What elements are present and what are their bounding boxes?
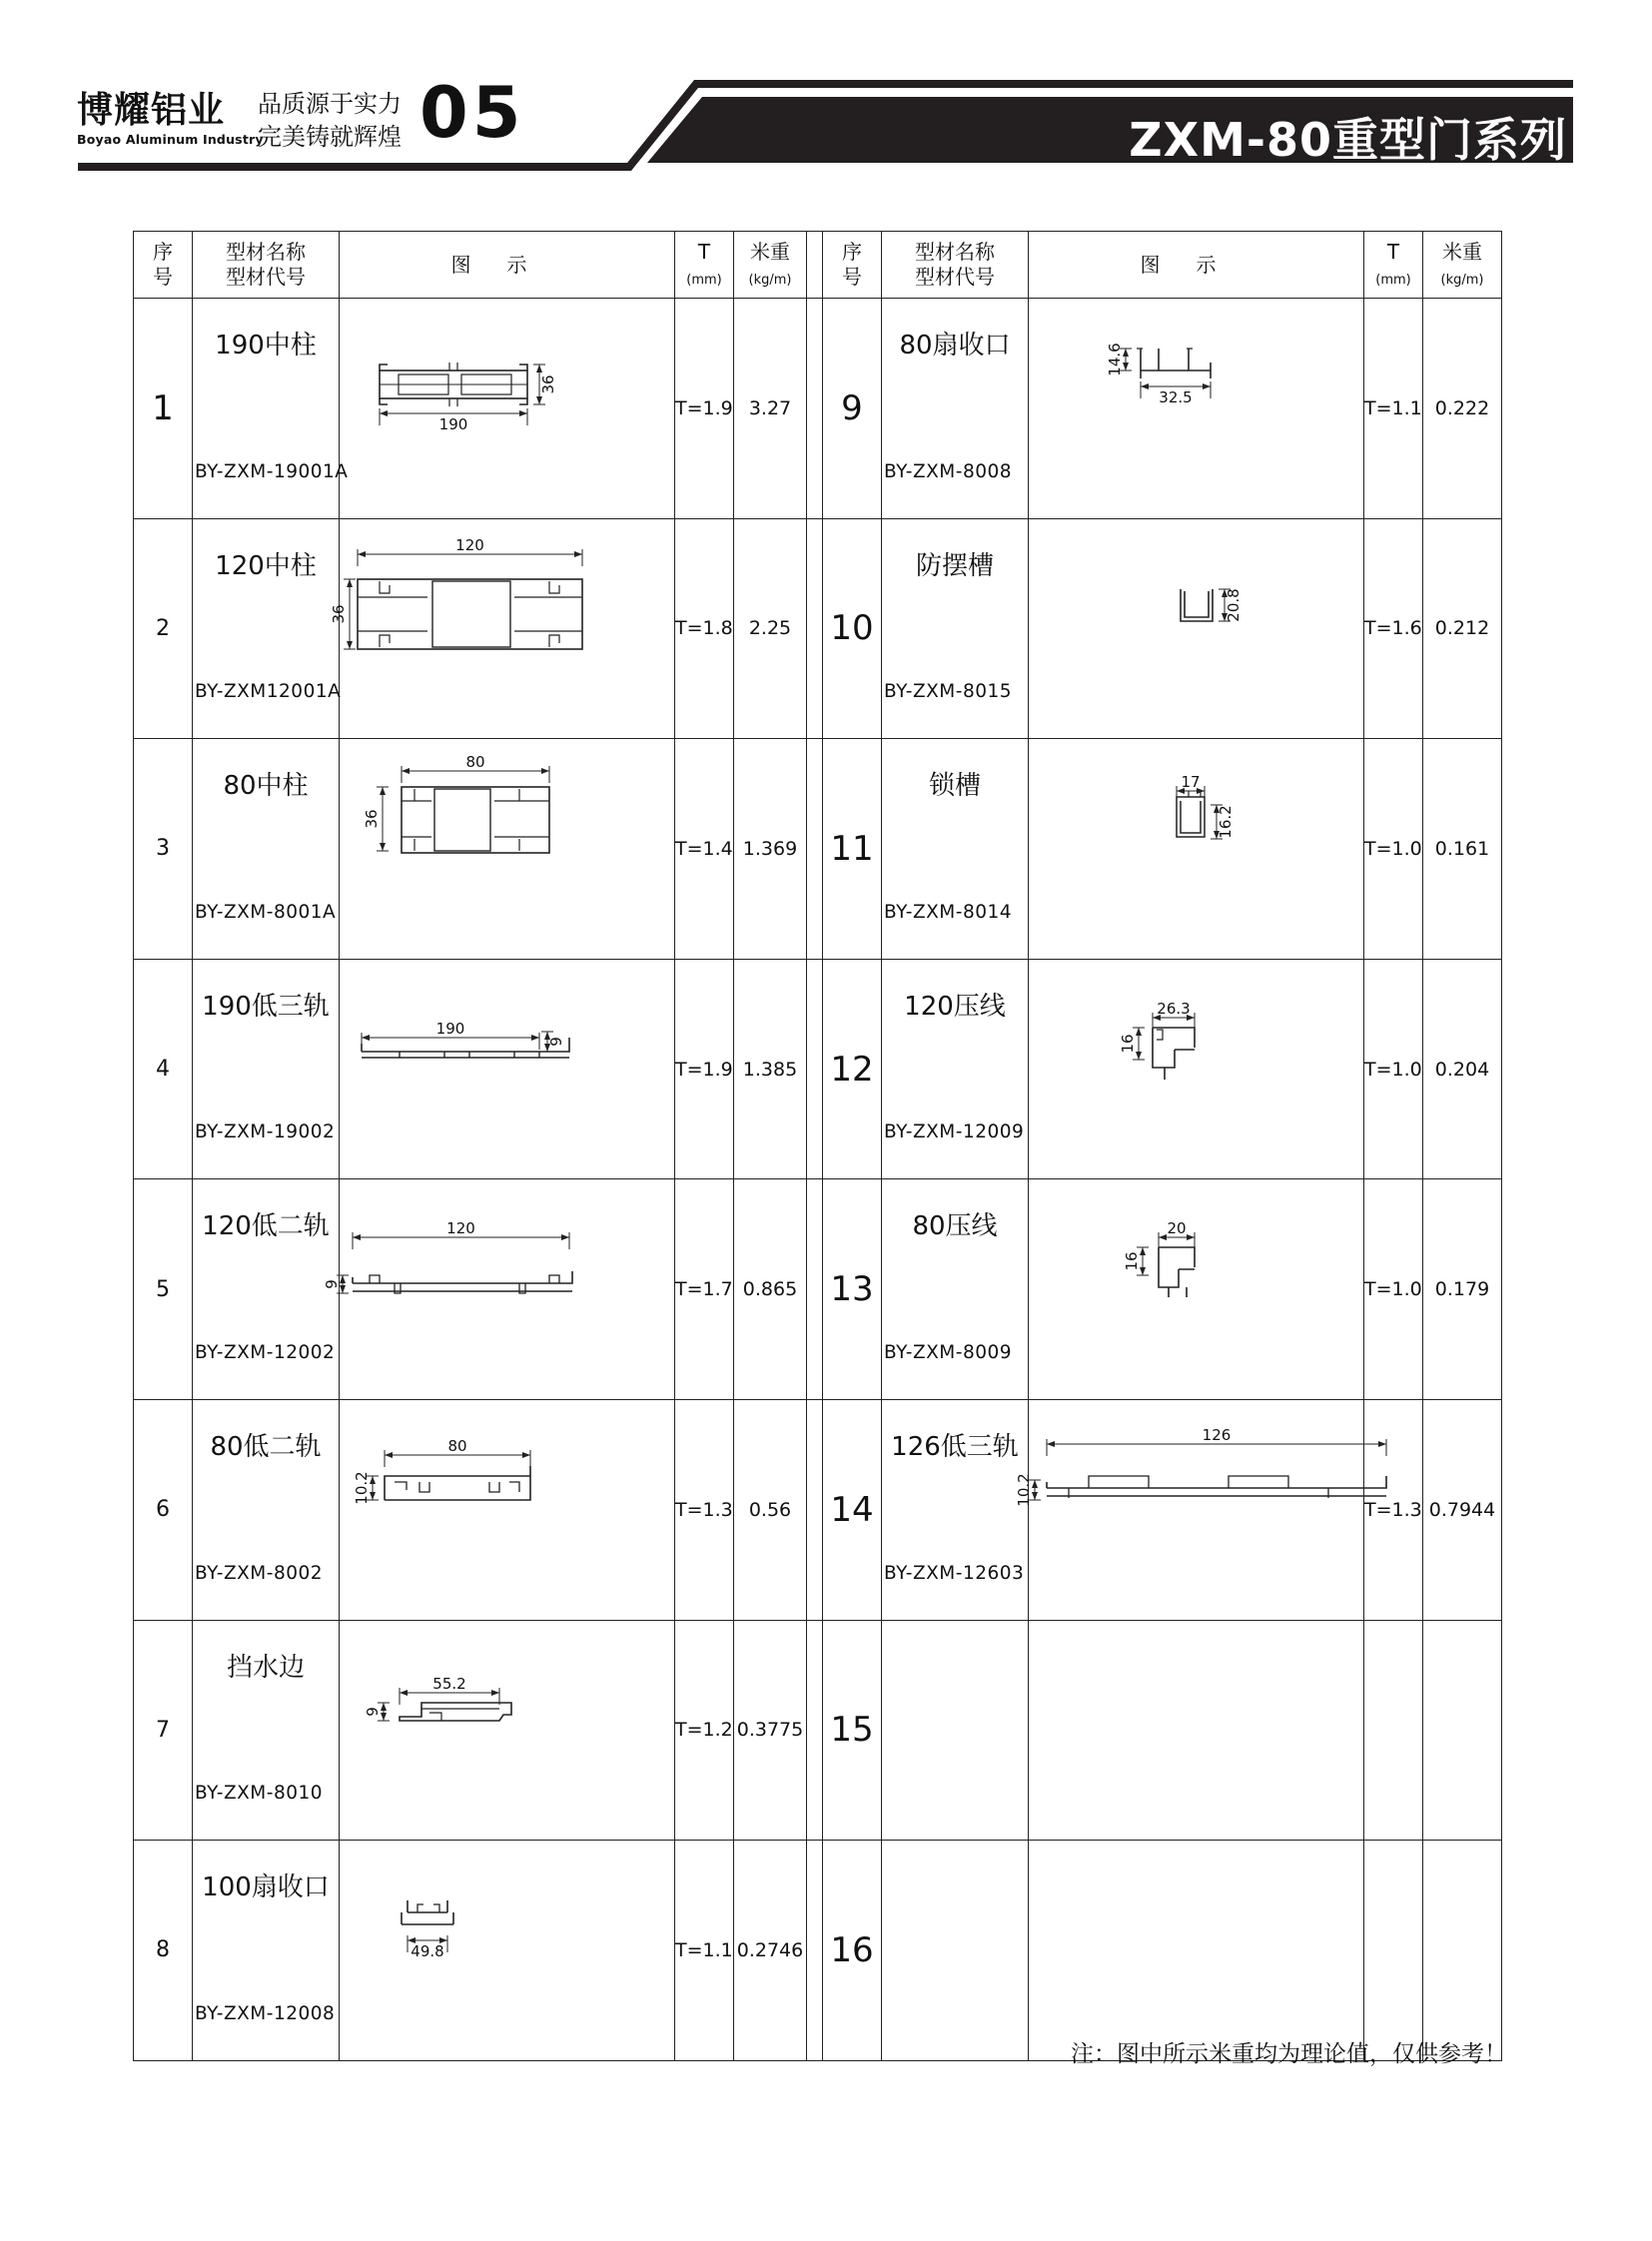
col-weight: 米重 (kg/m) (1423, 232, 1502, 299)
table-row (134, 739, 1502, 960)
table-row (134, 518, 1502, 739)
weight-cell: 2.25 (734, 518, 807, 739)
profile-drawing-cell (340, 1841, 675, 2061)
name-code-cell (882, 1399, 1029, 1620)
profile-name: 126低三轨 (891, 1431, 1019, 1462)
name-code-cell (193, 518, 340, 739)
weight-cell: 0.865 (734, 1179, 807, 1400)
profile-name: 80低二轨 (210, 1431, 322, 1462)
seq-cell: 13 (823, 1179, 882, 1400)
profile-drawing-cell (340, 1399, 675, 1620)
profile-drawing-cell (330, 518, 675, 739)
profile-name: 80扇收口 (899, 331, 1011, 361)
weight-cell: 0.222 (1423, 299, 1502, 519)
name-code-cell (193, 739, 340, 960)
weight-cell: 0.212 (1423, 518, 1502, 739)
dimension-label: 10.2 (1015, 1473, 1033, 1507)
profile-name: 190中柱 (215, 331, 317, 361)
profile-drawing (330, 519, 675, 739)
seq-cell: 5 (134, 1179, 193, 1400)
profile-name: 80中柱 (223, 771, 309, 802)
thickness-cell: T=1.2 (675, 1620, 734, 1841)
dimension-label: 36 (363, 809, 381, 829)
thickness-cell: T=1.6 (1364, 518, 1423, 739)
dimension-label: 16 (1123, 1251, 1141, 1271)
dimension-label: 20.8 (1225, 587, 1242, 622)
dimension-label: 9 (547, 1037, 565, 1047)
profile-code: BY-ZXM-8010 (195, 1783, 324, 1805)
col-weight: 米重 (kg/m) (734, 232, 807, 299)
profile-drawing (340, 1841, 675, 2060)
name-code-cell (882, 518, 1029, 739)
dimension-label: 17 (1181, 773, 1201, 792)
col-seq: 序 号 (823, 232, 882, 299)
profile-code: BY-ZXM-12002 (195, 1341, 336, 1363)
dimension-label: 9 (364, 1706, 382, 1717)
name-code-cell (193, 299, 349, 519)
column-gap (807, 299, 823, 519)
profile-drawing-cell (340, 739, 675, 960)
weight-cell: 0.204 (1423, 959, 1502, 1179)
name-code-cell (882, 959, 1029, 1179)
name-code-cell (882, 1179, 1029, 1400)
profile-name: 100扇收口 (202, 1872, 330, 1903)
profile-code: BY-ZXM-8015 (884, 681, 1013, 703)
profile-drawing-cell (1029, 959, 1364, 1179)
seq-cell: 8 (134, 1841, 193, 2061)
seq-cell: 12 (823, 959, 882, 1179)
profile-drawing-cell (323, 1179, 675, 1400)
slogan-line-1: 品质源于实力 (258, 90, 402, 118)
thickness-cell (1364, 1620, 1423, 1841)
column-gap (807, 232, 823, 299)
weight-cell: 0.2746 (734, 1841, 807, 2061)
dimension-label: 36 (330, 604, 348, 624)
profile-drawing (1029, 299, 1364, 518)
dimension-label: 14.6 (1106, 343, 1124, 376)
profile-drawing (1029, 1179, 1364, 1399)
profile-drawing (1015, 1400, 1364, 1620)
table-row (134, 1399, 1502, 1620)
thickness-cell: T=1.0 (1364, 959, 1423, 1179)
profile-drawing (1029, 519, 1364, 739)
name-code-cell (193, 1620, 340, 1841)
weight-cell: 1.369 (734, 739, 807, 960)
table-header-row (134, 232, 1502, 299)
profile-name: 120低二轨 (202, 1211, 330, 1242)
profile-name: 80压线 (912, 1211, 998, 1242)
col-figure: 图示 (1029, 232, 1364, 299)
profile-code: BY-ZXM-8002 (195, 1562, 324, 1584)
name-code-cell (882, 1620, 1029, 1841)
column-gap (807, 959, 823, 1179)
name-code-cell (882, 1841, 1029, 2061)
dimension-label: 32.5 (1159, 388, 1193, 406)
profile-code: BY-ZXM-19002 (195, 1121, 336, 1143)
dimension-label: 190 (435, 1019, 465, 1038)
profile-drawing-cell (1029, 1841, 1364, 2061)
dimension-label: 49.8 (411, 1942, 444, 1961)
brand-name-en: Boyao Aluminum Industry (77, 132, 264, 147)
profile-name: 锁槽 (928, 771, 981, 802)
column-gap (807, 739, 823, 960)
profile-name: 190低三轨 (202, 991, 330, 1022)
thickness-cell: T=1.7 (675, 1179, 734, 1400)
dimension-label: 36 (539, 374, 557, 394)
table-row (134, 1179, 1502, 1400)
weight-cell: 0.7944 (1423, 1399, 1502, 1620)
profile-drawing-cell (1015, 1399, 1364, 1620)
table-row (134, 1841, 1502, 2061)
seq-cell: 9 (823, 299, 882, 519)
weight-cell (1423, 1841, 1502, 2061)
seq-cell: 4 (134, 959, 193, 1179)
profile-name: 120压线 (904, 991, 1006, 1022)
col-seq: 序 号 (134, 232, 193, 299)
dimension-label: 80 (465, 753, 485, 772)
name-code-cell (193, 959, 340, 1179)
profile-code: BY-ZXM-19001A (195, 460, 349, 482)
table-row (134, 1620, 1502, 1841)
column-gap (807, 518, 823, 739)
profile-code: BY-ZXM-8014 (884, 901, 1013, 923)
dimension-label: 190 (438, 415, 468, 433)
profile-code: BY-ZXM-8009 (884, 1341, 1013, 1363)
dimension-label: 120 (455, 535, 484, 554)
seq-cell: 11 (823, 739, 882, 960)
profile-drawing-cell (340, 299, 675, 519)
profile-code: BY-ZXM12001A (195, 681, 342, 703)
weight-cell: 0.161 (1423, 739, 1502, 960)
thickness-cell: T=1.3 (1364, 1399, 1423, 1620)
profile-name: 防摆槽 (915, 550, 994, 581)
column-gap (807, 1399, 823, 1620)
dimension-label: 26.3 (1157, 999, 1191, 1018)
page-header (0, 0, 1652, 190)
thickness-cell: T=1.1 (675, 1841, 734, 2061)
profile-drawing-cell (1029, 1179, 1364, 1400)
seq-cell: 14 (823, 1399, 882, 1620)
thickness-cell: T=1.0 (1364, 1179, 1423, 1400)
name-code-cell (193, 1179, 340, 1400)
dimension-label: 10.2 (353, 1471, 371, 1505)
dimension-label: 126 (1202, 1425, 1232, 1444)
table-row (134, 959, 1502, 1179)
profile-name: 120中柱 (215, 550, 317, 581)
dimension-label: 55.2 (432, 1674, 466, 1693)
dimension-label: 9 (323, 1279, 341, 1290)
name-code-cell (193, 1399, 340, 1620)
seq-cell: 10 (823, 518, 882, 739)
profile-code: BY-ZXM-8001A (195, 901, 337, 923)
thickness-cell: T=1.3 (675, 1399, 734, 1620)
thickness-cell: T=1.9 (675, 299, 734, 519)
profile-drawing-cell (1029, 518, 1364, 739)
profile-drawing (340, 1621, 675, 1841)
seq-cell: 2 (134, 518, 193, 739)
profile-drawing (1029, 739, 1364, 959)
weight-cell: 0.3775 (734, 1620, 807, 1841)
dimension-label: 16 (1119, 1034, 1137, 1054)
weight-cell: 0.56 (734, 1399, 807, 1620)
col-figure: 图示 (340, 232, 675, 299)
table-row (134, 299, 1502, 519)
page-number: 05 (419, 72, 525, 154)
profile-code: BY-ZXM-12603 (884, 1562, 1025, 1584)
profile-code: BY-ZXM-8008 (884, 460, 1013, 482)
profile-code: BY-ZXM-12008 (195, 2002, 336, 2024)
column-gap (807, 1179, 823, 1400)
seq-cell: 1 (134, 299, 193, 519)
slogan-line-2: 完美铸就辉煌 (258, 123, 402, 151)
profile-drawing-cell (340, 1620, 675, 1841)
column-gap (807, 1841, 823, 2061)
profile-code: BY-ZXM-12009 (884, 1121, 1025, 1143)
profile-drawing-cell (1029, 739, 1364, 960)
weight-cell: 0.179 (1423, 1179, 1502, 1400)
profile-drawing (340, 739, 675, 959)
dimension-label: 16.2 (1217, 805, 1235, 839)
dimension-label: 80 (447, 1436, 467, 1455)
thickness-cell: T=1.0 (1364, 739, 1423, 960)
profile-drawing (340, 299, 675, 518)
series-title: ZXM-80重型门系列 (1129, 113, 1567, 167)
thickness-cell: T=1.9 (675, 959, 734, 1179)
name-code-cell (882, 299, 1029, 519)
seq-cell: 16 (823, 1841, 882, 2061)
seq-cell: 6 (134, 1399, 193, 1620)
col-name-code: 型材名称 型材代号 (882, 232, 1029, 299)
profile-drawing-cell (1029, 1620, 1364, 1841)
profile-table (133, 231, 1502, 2061)
dimension-label: 20 (1167, 1219, 1187, 1238)
profile-drawing-cell (1029, 299, 1364, 519)
thickness-cell: T=1.4 (675, 739, 734, 960)
weight-cell (1423, 1620, 1502, 1841)
seq-cell: 7 (134, 1620, 193, 1841)
weight-cell: 3.27 (734, 299, 807, 519)
profile-drawing (323, 1179, 675, 1399)
brand-name: 博耀铝业 (77, 90, 226, 131)
profile-drawing (340, 1400, 675, 1620)
col-name-code: 型材名称 型材代号 (193, 232, 340, 299)
col-t: T (mm) (675, 232, 734, 299)
profile-drawing (1029, 960, 1364, 1179)
column-gap (807, 1620, 823, 1841)
seq-cell: 15 (823, 1620, 882, 1841)
name-code-cell (193, 1841, 340, 2061)
footnote: 注：图中所示米重均为理论值，仅供参考！ (1071, 2041, 1507, 2067)
thickness-cell: T=1.1 (1364, 299, 1423, 519)
profile-drawing-cell (340, 959, 675, 1179)
col-t: T (mm) (1364, 232, 1423, 299)
weight-cell: 1.385 (734, 959, 807, 1179)
profile-name: 挡水边 (226, 1652, 305, 1683)
seq-cell: 3 (134, 739, 193, 960)
name-code-cell (882, 739, 1029, 960)
dimension-label: 120 (446, 1219, 475, 1238)
profile-drawing (340, 960, 675, 1179)
thickness-cell (1364, 1841, 1423, 2061)
thickness-cell: T=1.8 (675, 518, 734, 739)
